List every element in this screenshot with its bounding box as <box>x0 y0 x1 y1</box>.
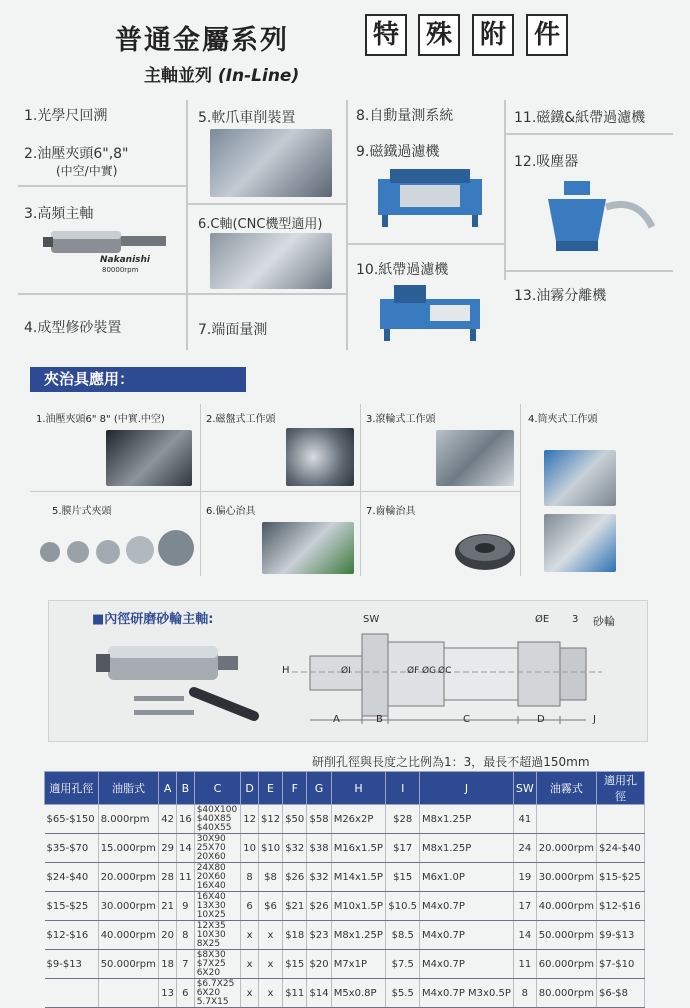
table-cell-j: M4x0.7P <box>420 950 514 979</box>
hydraulic-chuck-image <box>106 430 192 486</box>
table-cell-sw: 14 <box>513 921 536 950</box>
table-cell-h: M8x1.25P <box>331 921 386 950</box>
table-cell-c <box>194 834 241 863</box>
accessory-10-label: 10.紙帶過濾機 <box>356 262 449 278</box>
table-cell-h: M26x2P <box>331 805 386 834</box>
col-header-h: H <box>331 772 386 805</box>
table-cell-bore: $12-$16 <box>45 921 99 950</box>
table-cell-i: $5.5 <box>386 979 420 1008</box>
table-cell-bore2 <box>596 805 644 834</box>
table-cell-d: x <box>241 921 259 950</box>
table-cell-f: $18 <box>283 921 307 950</box>
fixtures-banner: 夾治具應用： <box>30 367 246 392</box>
table-cell-i: $7.5 <box>386 950 420 979</box>
table-cell-i: $15 <box>386 863 420 892</box>
spindle-section-title: ■內徑研磨砂輪主軸: <box>92 612 214 627</box>
grid-divider <box>30 491 520 492</box>
table-cell-e: x <box>258 921 282 950</box>
table-cell-grease <box>98 979 159 1008</box>
table-cell-f: $32 <box>283 834 307 863</box>
table-cell-c <box>194 892 241 921</box>
table-cell-a: 20 <box>159 921 177 950</box>
table-row <box>45 950 645 979</box>
fixture-5-label: 5.膜片式夾頭 <box>52 506 112 517</box>
grid-divider <box>360 404 361 576</box>
table-cell-g: $14 <box>307 979 331 1008</box>
table-cell-a: 18 <box>159 950 177 979</box>
page-title: 普通金屬系列 <box>115 25 289 56</box>
table-cell-e: $12 <box>258 805 282 834</box>
fixture-7-label: 7.齒輪治具 <box>366 506 416 517</box>
table-cell-mist: 20.000rpm <box>536 834 596 863</box>
table-cell-bore: $9-$13 <box>45 950 99 979</box>
table-cell-c-line: 16X40 <box>196 891 226 902</box>
fixture-2-label: 2.磁盤式工作頭 <box>206 414 276 425</box>
spindle-brand: Nakanishi <box>100 255 151 265</box>
table-cell-grease: 50.000rpm <box>98 950 159 979</box>
table-cell-e: x <box>258 979 282 1008</box>
table-cell-d: x <box>241 979 259 1008</box>
table-cell-grease: 8.000rpm <box>98 805 159 834</box>
table-cell-c-line: 30X90 <box>196 833 226 844</box>
label-wheel: 砂輪 <box>593 615 615 628</box>
label-j: J <box>593 714 596 725</box>
table-cell-i: $10.5 <box>386 892 420 921</box>
table-row <box>45 805 645 834</box>
diaphragm-chuck-image <box>36 526 196 570</box>
col-header-c: C <box>194 772 241 805</box>
table-cell-b: 14 <box>176 834 194 863</box>
table-cell-f: $15 <box>283 950 307 979</box>
col-header-grease: 油脂式 <box>98 772 159 805</box>
table-cell-d: 10 <box>241 834 259 863</box>
table-cell-c-line: 16X40 <box>196 880 226 891</box>
grid-divider <box>504 270 673 272</box>
label-sw: SW <box>363 614 380 625</box>
table-cell-h: M16x1.5P <box>331 834 386 863</box>
paper-filter-image <box>370 279 490 345</box>
table-cell-bore <box>45 979 99 1008</box>
spindle-spec-table <box>44 771 645 1008</box>
table-cell-bore2: $9-$13 <box>596 921 644 950</box>
spindle-dimension-diagram <box>272 608 632 740</box>
table-cell-grease: 30.000rpm <box>98 892 159 921</box>
table-cell-c-line: 13X30 <box>196 900 226 911</box>
col-header-f: F <box>283 772 307 805</box>
col-header-a: A <box>159 772 177 805</box>
table-cell-bore: $15-$25 <box>45 892 99 921</box>
grid-divider <box>520 404 521 576</box>
grinding-spindle-image <box>94 632 264 728</box>
table-cell-c-line: $7X25 <box>196 958 226 969</box>
table-cell-f: $21 <box>283 892 307 921</box>
accessory-7-label: 7.端面量測 <box>198 322 268 338</box>
label-d1: ØI <box>341 666 351 676</box>
table-cell-c <box>194 921 241 950</box>
table-cell-e: $8 <box>258 863 282 892</box>
fixtures-grid <box>30 404 660 584</box>
title-char-2: 殊 <box>418 14 460 56</box>
table-cell-j: M8x1.25P <box>420 805 514 834</box>
accessory-3-label: 3.高頻主軸 <box>24 206 94 222</box>
table-cell-grease: 20.000rpm <box>98 863 159 892</box>
table-cell-h: M5x0.8P <box>331 979 386 1008</box>
table-cell-b: 16 <box>176 805 194 834</box>
table-cell-a: 28 <box>159 863 177 892</box>
table-cell-a: 42 <box>159 805 177 834</box>
table-cell-d: 8 <box>241 863 259 892</box>
col-header-bore: 適用孔徑 <box>45 772 99 805</box>
table-cell-j: M4x0.7P <box>420 921 514 950</box>
grid-divider <box>200 404 201 576</box>
table-cell-h: M10x1.5P <box>331 892 386 921</box>
table-cell-f: $11 <box>283 979 307 1008</box>
table-cell-c-line: $40X100 <box>196 804 238 815</box>
table-cell-mist: 80.000rpm <box>536 979 596 1008</box>
grid-divider <box>186 203 346 205</box>
table-cell-sw: 19 <box>513 863 536 892</box>
subtitle-en: (In-Line) <box>217 66 300 86</box>
table-cell-bore2: $6-$8 <box>596 979 644 1008</box>
table-cell-sw: 11 <box>513 950 536 979</box>
table-cell-b: 7 <box>176 950 194 979</box>
col-header-j: J <box>420 772 514 805</box>
label-df: ØF <box>407 666 420 676</box>
table-cell-sw: 17 <box>513 892 536 921</box>
table-header-row <box>45 772 645 805</box>
table-row <box>45 921 645 950</box>
table-cell-a: 29 <box>159 834 177 863</box>
table-cell-d: 12 <box>241 805 259 834</box>
grid-divider <box>346 243 504 245</box>
label-3: 3 <box>572 614 579 625</box>
table-cell-b: 9 <box>176 892 194 921</box>
table-cell-i: $28 <box>386 805 420 834</box>
grid-divider <box>504 133 673 135</box>
accessory-12-label: 12.吸塵器 <box>514 154 579 170</box>
col-header-mist: 油霧式 <box>536 772 596 805</box>
table-cell-c-line: 10X25 <box>196 909 226 920</box>
collet-workhead-image-1 <box>544 450 616 506</box>
table-cell-i: $8.5 <box>386 921 420 950</box>
fixture-4-label: 4.筒夾式工作頭 <box>528 414 598 425</box>
table-cell-mist: 40.000rpm <box>536 892 596 921</box>
fixture-1-label: 1.油壓夾頭6" 8" (中實.中空) <box>36 414 165 425</box>
table-row <box>45 863 645 892</box>
grid-divider <box>18 185 186 187</box>
table-cell-bore2: $7-$10 <box>596 950 644 979</box>
spindle-rpm: 80000rpm <box>102 266 139 274</box>
table-cell-bore: $24-$40 <box>45 863 99 892</box>
table-cell-e: x <box>258 950 282 979</box>
table-cell-f: $26 <box>283 863 307 892</box>
table-cell-c-line: 8X25 <box>196 938 221 949</box>
accessory-11-label: 11.磁鐵&紙帶過濾機 <box>514 110 646 126</box>
table-cell-g: $26 <box>307 892 331 921</box>
table-cell-j: M4x0.7P M3x0.5P <box>420 979 514 1008</box>
grid-divider <box>18 293 186 295</box>
table-cell-sw: 24 <box>513 834 536 863</box>
table-cell-e: $6 <box>258 892 282 921</box>
col-header-bore2: 適用孔徑 <box>596 772 644 805</box>
accessory-4-label: 4.成型修砂裝置 <box>24 320 122 336</box>
accessory-13-label: 13.油霧分離機 <box>514 288 607 304</box>
table-cell-a: 13 <box>159 979 177 1008</box>
label-dg: ØG <box>422 666 437 676</box>
table-cell-g: $23 <box>307 921 331 950</box>
table-row <box>45 979 645 1008</box>
title-char-3: 附 <box>472 14 514 56</box>
col-header-sw: SW <box>513 772 536 805</box>
grid-divider <box>186 100 188 350</box>
table-cell-b: 11 <box>176 863 194 892</box>
accessories-grid <box>18 95 673 355</box>
accessory-9-label: 9.磁鐵過濾機 <box>356 144 440 160</box>
col-header-e: E <box>258 772 282 805</box>
grinding-ratio-note: 研削孔徑與長度之比例為1：3，最長不超過150mm <box>312 755 590 769</box>
grid-divider <box>346 100 348 350</box>
accessory-5-label: 5.軟爪車削裝置 <box>198 110 296 126</box>
table-cell-c <box>194 950 241 979</box>
grid-divider <box>504 100 506 280</box>
col-header-d: D <box>241 772 259 805</box>
label-b: B <box>376 714 383 725</box>
label-d: D <box>537 714 545 725</box>
table-cell-c-line: 25X70 <box>196 842 226 853</box>
table-row <box>45 834 645 863</box>
label-dc: ØC <box>438 666 452 676</box>
table-row <box>45 892 645 921</box>
table-cell-c-line: 12X35 <box>196 920 226 931</box>
table-cell-c-line: 24X80 <box>196 862 226 873</box>
table-cell-bore: $65-$150 <box>45 805 99 834</box>
table-cell-c-line: $6.7X25 <box>196 978 235 989</box>
table-cell-b: 6 <box>176 979 194 1008</box>
table-cell-h: M14x1.5P <box>331 863 386 892</box>
col-header-g: G <box>307 772 331 805</box>
table-cell-g: $38 <box>307 834 331 863</box>
table-cell-sw: 41 <box>513 805 536 834</box>
fixture-3-label: 3.滾輪式工作頭 <box>366 414 436 425</box>
table-cell-j: M6x1.0P <box>420 863 514 892</box>
roller-workhead-image <box>436 430 514 486</box>
table-cell-sw: 8 <box>513 979 536 1008</box>
table-cell-d: x <box>241 950 259 979</box>
soft-jaw-image <box>210 129 332 197</box>
label-h: H <box>282 665 290 676</box>
label-a: A <box>333 714 340 725</box>
table-cell-a: 21 <box>159 892 177 921</box>
table-cell-grease: 15.000rpm <box>98 834 159 863</box>
title-char-1: 特 <box>365 14 407 56</box>
col-header-i: I <box>386 772 420 805</box>
accessory-2-label: 2.油壓夾頭6",8" <box>24 146 129 162</box>
table-cell-g: $58 <box>307 805 331 834</box>
fixture-6-label: 6.偏心治具 <box>206 506 256 517</box>
table-cell-c-line: 20X60 <box>196 851 226 862</box>
table-cell-c-line: 10X30 <box>196 929 226 940</box>
accessory-1-label: 1.光學尺回溯 <box>24 108 108 124</box>
gear-fixture-image <box>450 522 520 576</box>
table-cell-bore2: $12-$16 <box>596 892 644 921</box>
dust-collector-image <box>528 177 658 257</box>
table-cell-j: M8x1.25P <box>420 834 514 863</box>
table-cell-h: M7x1P <box>331 950 386 979</box>
table-cell-g: $32 <box>307 863 331 892</box>
accessory-6-label: 6.C軸(CNC機型適用) <box>198 217 323 232</box>
table-cell-c-line: 6X20 <box>196 987 221 998</box>
table-cell-c-line: 6X20 <box>196 967 221 978</box>
table-cell-mist: 60.000rpm <box>536 950 596 979</box>
magnetic-workhead-image <box>286 428 354 486</box>
grid-divider <box>186 293 346 295</box>
table-cell-c-line: $40X85 <box>196 813 232 824</box>
table-cell-c <box>194 979 241 1008</box>
table-cell-mist: 50.000rpm <box>536 921 596 950</box>
table-cell-bore: $35-$70 <box>45 834 99 863</box>
table-cell-grease: 40.000rpm <box>98 921 159 950</box>
table-cell-b: 8 <box>176 921 194 950</box>
table-cell-f: $50 <box>283 805 307 834</box>
accessory-8-label: 8.自動量測系統 <box>356 108 454 124</box>
table-cell-c-line: 20X60 <box>196 871 226 882</box>
label-oe: ØE <box>535 614 550 625</box>
table-cell-mist <box>536 805 596 834</box>
table-cell-c-line: 5.7X15 <box>196 996 229 1007</box>
table-cell-j: M4x0.7P <box>420 892 514 921</box>
page-subtitle <box>144 61 299 86</box>
label-c: C <box>463 714 470 725</box>
table-cell-d: 6 <box>241 892 259 921</box>
eccentric-fixture-image <box>262 522 354 574</box>
collet-workhead-image-2 <box>544 514 616 572</box>
table-cell-i: $17 <box>386 834 420 863</box>
c-axis-image <box>210 233 332 289</box>
title-char-4: 件 <box>526 14 568 56</box>
table-cell-c-line: $8X30 <box>196 949 226 960</box>
table-cell-c <box>194 805 241 834</box>
table-cell-bore2: $15-$25 <box>596 863 644 892</box>
col-header-b: B <box>176 772 194 805</box>
table-cell-bore2: $24-$40 <box>596 834 644 863</box>
accessory-2-sub: (中空/中實) <box>56 164 118 178</box>
magnetic-filter-image <box>370 165 490 231</box>
table-cell-e: $10 <box>258 834 282 863</box>
subtitle-cn: 主軸並列 <box>144 66 212 86</box>
table-cell-g: $20 <box>307 950 331 979</box>
table-cell-c <box>194 863 241 892</box>
table-cell-mist: 30.000rpm <box>536 863 596 892</box>
table-cell-c-line: $40X55 <box>196 822 232 833</box>
